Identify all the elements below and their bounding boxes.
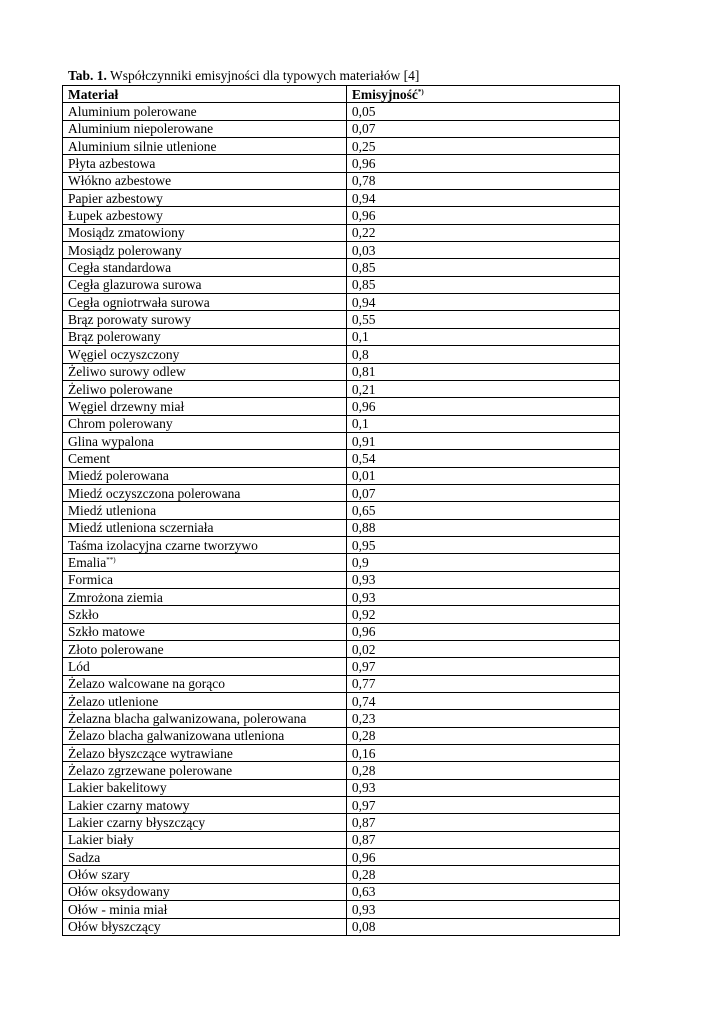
material-cell [63,294,347,311]
material-cell [63,138,347,155]
emissivity-value: 0,96 [346,623,619,640]
table-row [63,918,620,935]
emissivity-value: 0,55 [346,311,619,328]
table-row [63,536,620,553]
table-row [63,606,620,623]
table-row [63,224,620,241]
emissivity-value: 0,81 [346,363,619,380]
emissivity-value: 0,95 [346,536,619,553]
emissivity-value: 0,85 [346,259,619,276]
table-row [63,814,620,831]
material-cell [63,328,347,345]
emissivity-value: 0,1 [346,415,619,432]
table-row [63,502,620,519]
material-cell [63,502,347,519]
material-name: Złoto polerowane [68,641,164,657]
material-name: Lakier biały [68,832,134,848]
material-cell [63,380,347,397]
header-emissivity [346,86,619,103]
table-row [63,883,620,900]
emissivity-value: 0,78 [346,172,619,189]
table-row [63,190,620,207]
emissivity-value: 0,97 [346,658,619,675]
material-cell [63,259,347,276]
table-row [63,276,620,293]
emissivity-value: 0,08 [346,918,619,935]
table-row [63,571,620,588]
emissivity-value: 0,28 [346,866,619,883]
material-cell [63,710,347,727]
material-cell [63,641,347,658]
material-name: Włókno azbestowe [68,173,172,189]
material-footnote: **) [106,555,116,564]
material-name: Szkło matowe [68,624,145,640]
emissivity-value: 0,23 [346,710,619,727]
table-row [63,155,620,172]
material-cell [63,762,347,779]
emissivity-value: 0,93 [346,779,619,796]
material-cell [63,658,347,675]
table-row [63,103,620,120]
table-row [63,450,620,467]
emissivity-value: 0,88 [346,519,619,536]
material-cell [63,693,347,710]
material-name: Chrom polerowany [68,416,173,432]
material-name: Lakier czarny matowy [68,797,190,813]
material-name: Lód [68,659,90,675]
emissivity-value: 0,96 [346,207,619,224]
material-name: Żelazo utlenione [68,693,159,709]
material-name: Cegła standardowa [68,260,172,276]
material-name: Mosiądz polerowany [68,242,182,258]
material-cell [63,224,347,241]
material-cell [63,606,347,623]
table-row [63,901,620,918]
material-name: Glina wypalona [68,433,154,449]
emissivity-value: 0,22 [346,224,619,241]
material-cell [63,190,347,207]
emissivity-value: 0,96 [346,849,619,866]
table-row [63,363,620,380]
material-cell [63,346,347,363]
emissivity-value: 0,03 [346,242,619,259]
table-row [63,484,620,501]
header-emissivity-label: Emisyjność [351,86,418,102]
emissivity-value: 0,9 [346,554,619,571]
emissivity-value: 0,87 [346,814,619,831]
material-name: Płyta azbestowa [68,156,156,172]
material-name: Lakier czarny błyszczący [68,815,206,831]
material-name: Cement [68,450,110,466]
emissivity-value: 0,94 [346,190,619,207]
table-caption [68,68,419,84]
material-cell [63,432,347,449]
material-name: Aluminium silnie utlenione [68,138,217,154]
emissivity-value: 0,28 [346,727,619,744]
material-cell [63,415,347,432]
material-name: Żelazo błyszczące wytrawiane [68,745,233,761]
material-name: Żeliwo surowy odlew [68,364,186,380]
table-row [63,259,620,276]
table-body [63,103,620,936]
header-emissivity-footnote: *) [417,87,424,96]
table-row [63,693,620,710]
material-cell [63,242,347,259]
material-cell [63,831,347,848]
material-name: Formica [68,572,113,588]
table-row [63,207,620,224]
table-row [63,432,620,449]
material-name: Lakier bakelitowy [68,780,167,796]
material-name: Żelazna blacha galwanizowana, polerowana [68,711,307,727]
table-row [63,849,620,866]
header-material: Materiał [63,86,347,103]
material-cell [63,814,347,831]
table-row [63,797,620,814]
material-name: Miedź utleniona sczerniała [68,520,214,536]
table-row [63,727,620,744]
table-row [63,554,620,571]
material-cell [63,398,347,415]
table-title: Współczynniki emisyjności dla typowych materiałów [4] [106,68,420,83]
emissivity-value: 0,96 [346,155,619,172]
material-cell [63,172,347,189]
material-name: Cegła glazurowa surowa [68,277,202,293]
material-cell [63,519,347,536]
material-cell [63,779,347,796]
emissivity-value: 0,87 [346,831,619,848]
table-row [63,588,620,605]
material-cell [63,623,347,640]
material-cell [63,745,347,762]
table-row [63,831,620,848]
material-cell [63,363,347,380]
material-name: Żelazo blacha galwanizowana utleniona [68,728,285,744]
table-row [63,380,620,397]
material-name: Ołów szary [68,867,130,883]
material-name: Żelazo walcowane na gorąco [68,676,226,692]
table-row [63,675,620,692]
emissivity-value: 0,05 [346,103,619,120]
material-cell [63,797,347,814]
material-name: Miedź utleniona [68,502,157,518]
material-name: Żeliwo polerowane [68,381,173,397]
material-cell [63,103,347,120]
emissivity-value: 0,96 [346,398,619,415]
material-cell [63,675,347,692]
emissivity-value: 0,25 [346,138,619,155]
material-name: Ołów błyszczący [68,919,161,935]
material-cell [63,918,347,935]
table-row [63,294,620,311]
material-cell [63,849,347,866]
emissivity-value: 0,07 [346,120,619,137]
material-cell [63,120,347,137]
table-header-row [63,86,620,103]
table-row [63,467,620,484]
emissivity-value: 0,63 [346,883,619,900]
material-cell [63,901,347,918]
emissivity-value: 0,93 [346,901,619,918]
emissivity-value: 0,02 [346,641,619,658]
material-name: Aluminium niepolerowane [68,121,214,137]
emissivity-value: 0,07 [346,484,619,501]
emissivity-value: 0,93 [346,571,619,588]
material-name: Węgiel oczyszczony [68,346,180,362]
table-row [63,242,620,259]
material-cell [63,588,347,605]
material-cell [63,484,347,501]
emissivity-value: 0,93 [346,588,619,605]
material-name: Ołów - minia miał [68,901,168,917]
material-cell [63,571,347,588]
table-row [63,710,620,727]
material-name: Sadza [68,849,101,865]
material-name: Brąz porowaty surowy [68,312,191,328]
table-row [63,623,620,640]
material-name: Miedź oczyszczona polerowana [68,485,241,501]
table-row [63,641,620,658]
emissivity-value: 0,74 [346,693,619,710]
table-row [63,172,620,189]
table-number: Tab. 1. [68,68,107,83]
material-cell [63,554,347,571]
material-cell [63,883,347,900]
emissivity-value: 0,97 [346,797,619,814]
material-name: Aluminium polerowane [68,104,197,120]
material-name: Żelazo zgrzewane polerowane [68,763,233,779]
table-row [63,311,620,328]
material-name: Mosiądz zmatowiony [68,225,185,241]
material-cell [63,450,347,467]
emissivity-value: 0,54 [346,450,619,467]
table-row [63,658,620,675]
emissivity-value: 0,77 [346,675,619,692]
material-cell [63,155,347,172]
material-name: Zmrożona ziemia [68,589,163,605]
emissivity-value: 0,85 [346,276,619,293]
material-name: Szkło [68,606,99,622]
material-cell [63,311,347,328]
emissivity-value: 0,8 [346,346,619,363]
material-cell [63,207,347,224]
table-row [63,866,620,883]
emissivity-value: 0,1 [346,328,619,345]
emissivity-table [62,85,620,936]
emissivity-value: 0,01 [346,467,619,484]
material-cell [63,536,347,553]
material-name: Emalia [68,554,107,570]
emissivity-value: 0,94 [346,294,619,311]
emissivity-value: 0,28 [346,762,619,779]
table-row [63,779,620,796]
emissivity-value: 0,21 [346,380,619,397]
table-row [63,120,620,137]
emissivity-value: 0,91 [346,432,619,449]
material-name: Taśma izolacyjna czarne tworzywo [68,537,258,553]
material-name: Brąz polerowany [68,329,161,345]
table-row [63,328,620,345]
material-name: Ołów oksydowany [68,884,170,900]
table-row [63,519,620,536]
material-name: Węgiel drzewny miał [68,398,185,414]
emissivity-value: 0,65 [346,502,619,519]
table-row [63,745,620,762]
material-cell [63,866,347,883]
material-name: Cegła ogniotrwała surowa [68,294,210,310]
table-row [63,138,620,155]
table-row [63,346,620,363]
material-name: Łupek azbestowy [68,208,163,224]
table-row [63,398,620,415]
material-cell [63,276,347,293]
material-name: Miedź polerowana [68,468,169,484]
table-row [63,762,620,779]
emissivity-value: 0,16 [346,745,619,762]
table-row [63,415,620,432]
material-name: Papier azbestowy [68,190,163,206]
emissivity-value: 0,92 [346,606,619,623]
material-cell [63,727,347,744]
material-cell [63,467,347,484]
